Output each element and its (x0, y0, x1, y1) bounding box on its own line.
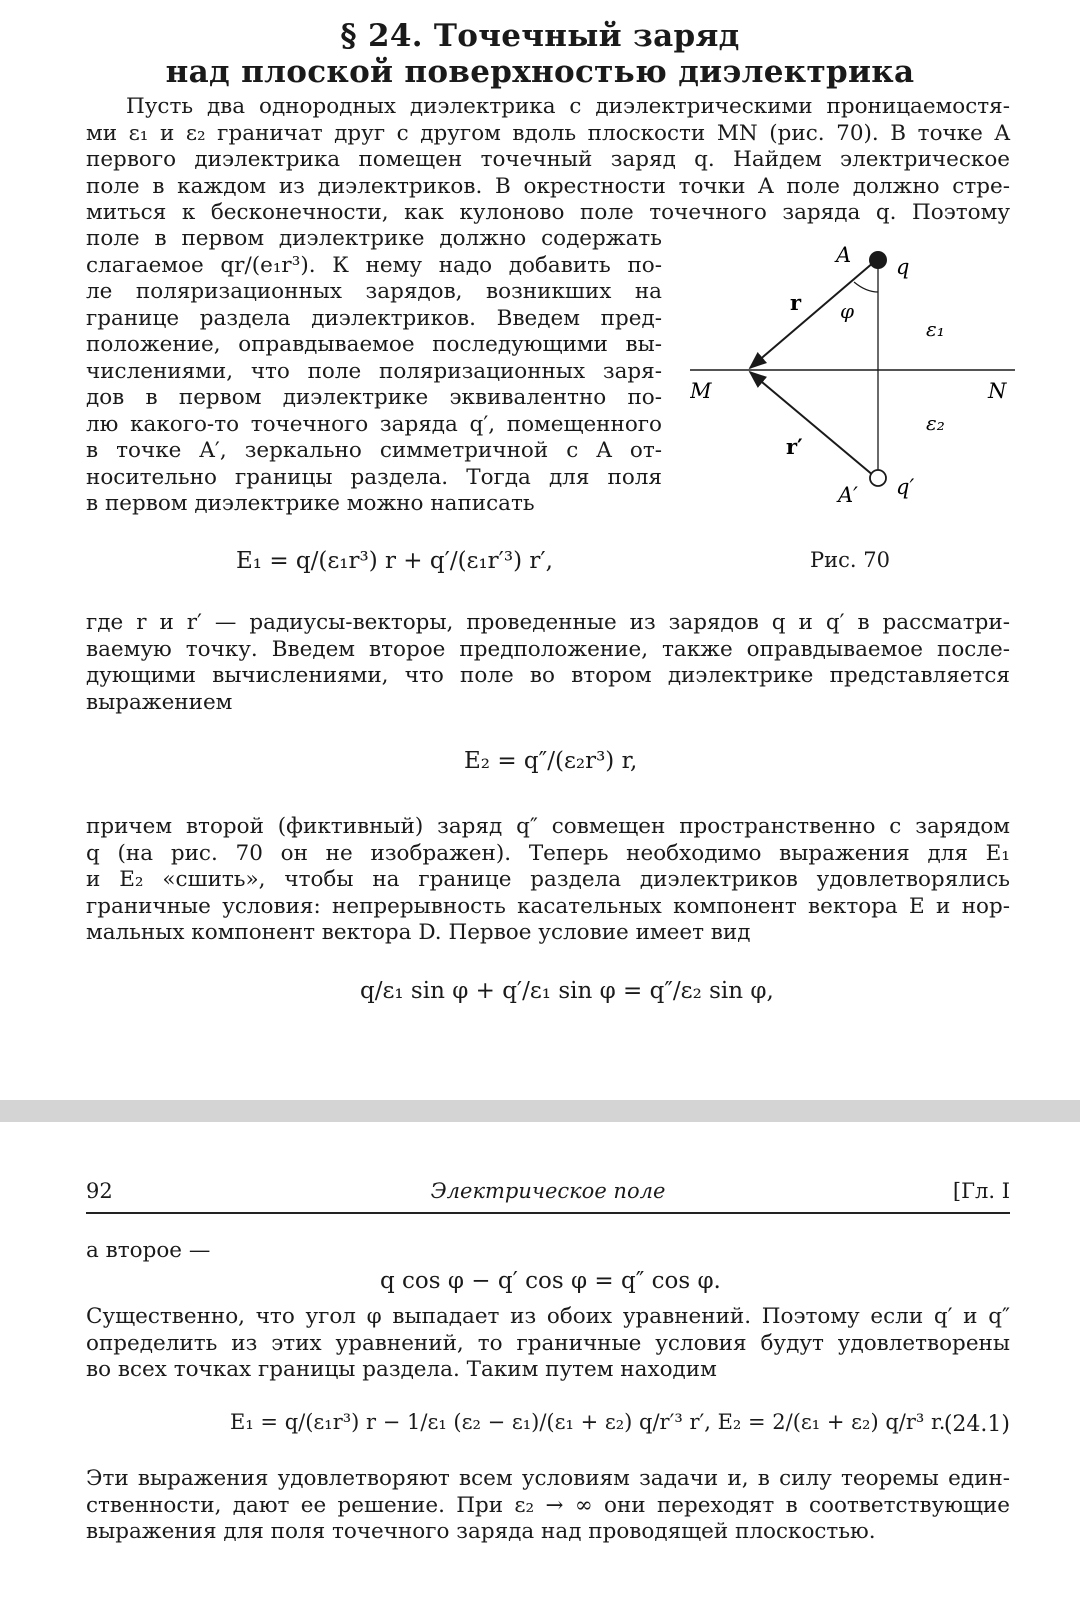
paragraph-4 (86, 814, 1010, 947)
text-line: ваемую точку. Введем второе предположение, также оправдываемое после- (86, 636, 1010, 662)
vector-r (750, 262, 874, 368)
paragraph-1 (86, 94, 1010, 227)
equation-24-1: E₁ = q/(ε₁r³) r − 1/ε₁ (ε₂ − ε₁)/(ε₁ + ε₂) q/r′³ r′, E₂ = 2/(ε₁ + ε₂) q/r³ r. (230, 1410, 946, 1434)
label-eps1: ε₁ (926, 317, 945, 341)
text-line: в точке A′, зеркально симметричной с A от- (86, 438, 662, 463)
text-line: ле поляризационных зарядов, возникших на (86, 279, 662, 304)
label-r-prime: r′ (786, 434, 803, 459)
running-title: Электрическое поле (430, 1179, 666, 1203)
label-q-prime: q′ (896, 475, 915, 499)
text-line: и E₂ «сшить», чтобы на границе раздела диэлектриков удовлетворялись (86, 867, 1010, 892)
text-line: положение, оправдываемое последующими вы- (86, 332, 662, 357)
angle-arc (854, 282, 878, 292)
text-line: миться к бесконечности, как кулоново поле точечного заряда q. Поэтому (86, 200, 1010, 225)
text-line: числениями, что поле поляризационных заря- (86, 358, 662, 384)
text-line: ственности, дают ее решение. При ε₂ → ∞ они переходят в соответствующие (86, 1492, 1010, 1518)
text-line: дующими вычислениями, что поле во втором диэлектрике представляется (86, 663, 1010, 688)
label-phi: φ (840, 299, 855, 323)
equation-number: (24.1) (943, 1412, 1010, 1437)
page-lower (0, 1122, 1080, 1606)
chapter-label: [Гл. I (952, 1179, 1010, 1203)
section-title-line1: § 24. Точечный заряд (340, 18, 740, 54)
header-rule (86, 1212, 1010, 1214)
text-line: определить из этих уравнений, то граничные условия будут удовлетворены (86, 1330, 1010, 1356)
equation-boundary-1: q/ε₁ sin φ + q′/ε₁ sin φ = q″/ε₂ sin φ, (360, 978, 774, 1004)
text-line: Существенно, что угол φ выпадает из обоих уравнений. Поэтому если q′ и q″ (86, 1304, 1010, 1329)
text-line: первого диэлектрика помещен точечный заряд q. Найдем электрическое (86, 147, 1010, 172)
text-line: дов в первом диэлектрике эквивалентно по- (86, 385, 662, 410)
paragraph-5 (86, 1304, 1010, 1384)
label-r: r (790, 290, 802, 315)
paragraph-3 (86, 610, 1010, 716)
text-line: выражением (86, 689, 233, 715)
equation-boundary-2: q cos φ − q′ cos φ = q″ cos φ. (380, 1268, 721, 1294)
label-n: N (988, 379, 1007, 403)
text-line: Эти выражения удовлетворяют всем условиям задачи и, в силу теоремы един- (86, 1466, 1010, 1491)
figure-70 (690, 240, 1030, 530)
page-separator (0, 1100, 1080, 1122)
text-line: поле в первом диэлектрике должно содержать (86, 226, 662, 251)
figure-caption: Рис. 70 (810, 548, 890, 572)
vector-r-prime (750, 372, 874, 476)
paragraph-6 (86, 1466, 1010, 1546)
paragraph-5-intro (86, 1238, 1010, 1265)
text-line: а второе — (86, 1238, 211, 1263)
text-line: в первом диэлектрике можно написать (86, 491, 535, 516)
text-line: где r и r′ — радиусы-векторы, проведенные из зарядов q и q′ в рассматри- (86, 610, 1010, 635)
page-header (86, 1179, 1010, 1209)
charge-q-prime-point (870, 470, 886, 486)
charge-q-point (869, 251, 887, 269)
label-a-prime: A′ (838, 483, 858, 507)
text-line: ми ε₁ и ε₂ граничат друг с другом вдоль плоскости MN (рис. 70). В точке A (86, 120, 1010, 146)
label-eps2: ε₂ (926, 411, 945, 435)
text-line: поле в каждом из диэлектриков. В окрестности точки A поле должно стре- (86, 173, 1010, 199)
text-line: причем второй (фиктивный) заряд q″ совмещен пространственно с зарядом (86, 814, 1010, 839)
label-m: M (690, 379, 712, 403)
text-line: Пусть два однородных диэлектрика с диэлектрическими проницаемостя- (126, 94, 1010, 119)
page-number: 92 (86, 1179, 113, 1203)
text-line: граничные условия: непрерывность касательных компонент вектора E и нор- (86, 893, 1010, 919)
label-q: q (896, 255, 910, 279)
text-line: носительно границы раздела. Тогда для поля (86, 464, 662, 490)
equation-e1: E₁ = q/(ε₁r³) r + q′/(ε₁r′³) r′, (236, 548, 553, 574)
text-line: мальных компонент вектора D. Первое условие имеет вид (86, 920, 751, 945)
text-line: выражения для поля точечного заряда над проводящей плоскостью. (86, 1519, 876, 1544)
text-line: q (на рис. 70 он не изображен). Теперь необходимо выражения для E₁ (86, 840, 1010, 866)
text-line: границе раздела диэлектриков. Введем пред- (86, 305, 662, 331)
paragraph-2 (86, 226, 662, 518)
section-title-line2: над плоской поверхностью диэлектрика (165, 54, 915, 90)
label-a: A (836, 243, 852, 267)
text-line: лю какого-то точечного заряда q′, помещенного (86, 411, 662, 437)
text-line: во всех точках границы раздела. Таким путем находим (86, 1357, 717, 1382)
equation-e2: E₂ = q″/(ε₂r³) r, (464, 748, 638, 774)
text-line: слагаемое qr/(e₁r³). К нему надо добавить по- (86, 252, 662, 278)
